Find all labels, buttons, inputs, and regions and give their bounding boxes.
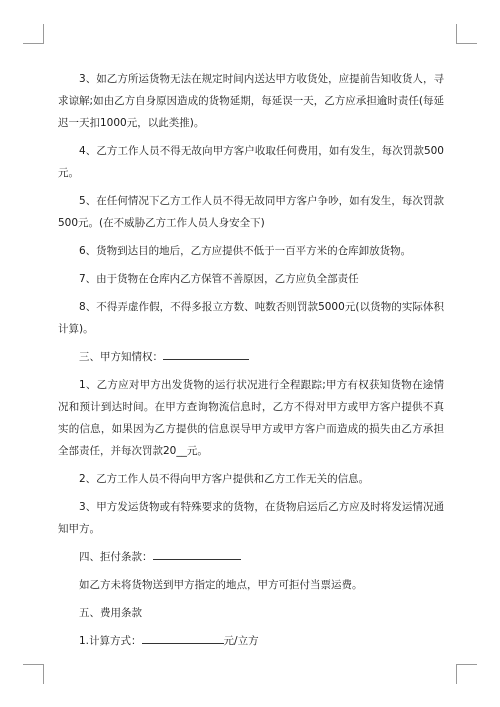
clause-4-fees: 4、乙方工作人员不得无故向甲方客户收取任何费用，如有发生，每次罚款500元。 — [58, 145, 444, 179]
crop-mark-top-left — [43, 24, 44, 44]
right-3-notify: 3、甲方发运货物或有特殊要求的货物，在货物启运后乙方应及时将发运情况通知甲方。 — [58, 501, 444, 535]
clause-6-warehouse: 6、货物到达目的地后，乙方应提供不低于一百平方米的仓库卸放货物。 — [79, 245, 412, 257]
section-5-heading: 五、费用条款 — [79, 607, 142, 619]
section-4-heading: 四、拒付条款： — [58, 546, 444, 568]
document-body — [58, 68, 444, 658]
clause-7-custody: 7、由于货物在仓库内乙方保管不善原因，乙方应负全部责任 — [79, 273, 359, 285]
section-3-heading: 三、甲方知情权： — [58, 346, 444, 368]
crop-mark-top-left-h — [23, 43, 43, 44]
crop-mark-bottom-right — [456, 664, 457, 684]
crop-mark-top-right — [456, 24, 457, 44]
section-4-blank — [153, 548, 241, 560]
right-1-tracking: 1、乙方应对甲方出发货物的运行状况进行全程跟踪;甲方有权获知货物在途情况和预计到达时间。在甲方查询物流信息时，乙方不得对甲方或甲方客户提供不真实的信息，如果因为乙方提供的信息误导甲方或甲方客户而造成的损失由乙方承担全部责任，并每次罚款20__元。 — [58, 379, 444, 457]
fee-rate-blank — [142, 632, 224, 644]
crop-mark-bottom-right-h — [457, 664, 477, 665]
crop-mark-bottom-left-h — [23, 664, 43, 665]
crop-mark-bottom-left — [43, 664, 44, 684]
clause-8-fraud: 8、不得弄虚作假，不得多报立方数、吨数否则罚款5000元(以货物的实际体积计算)。 — [58, 301, 444, 335]
clause-5-disputes: 5、在任何情况下乙方工作人员不得无故同甲方客户争吵，如有发生，每次罚款500元。(在不威胁乙方工作人员人身安全下) — [58, 195, 444, 229]
section-3-blank — [163, 348, 249, 360]
right-2-info: 2、乙方工作人员不得向甲方客户提供和乙方工作无关的信息。 — [79, 473, 370, 485]
refusal-clause: 如乙方未将货物送到甲方指定的地点，甲方可拒付当票运费。 — [79, 579, 363, 591]
crop-mark-top-right-h — [457, 43, 477, 44]
fee-calculation: 1.计算方式： 元/立方 — [58, 630, 444, 652]
clause-3-delay: 3、如乙方所运货物无法在规定时间内送达甲方收货处，应提前告知收货人，寻求谅解;如由乙方自身原因造成的货物延期，每延误一天，乙方应承担逾时责任(每延迟一天扣1000元，以此类推)。 — [58, 73, 444, 129]
